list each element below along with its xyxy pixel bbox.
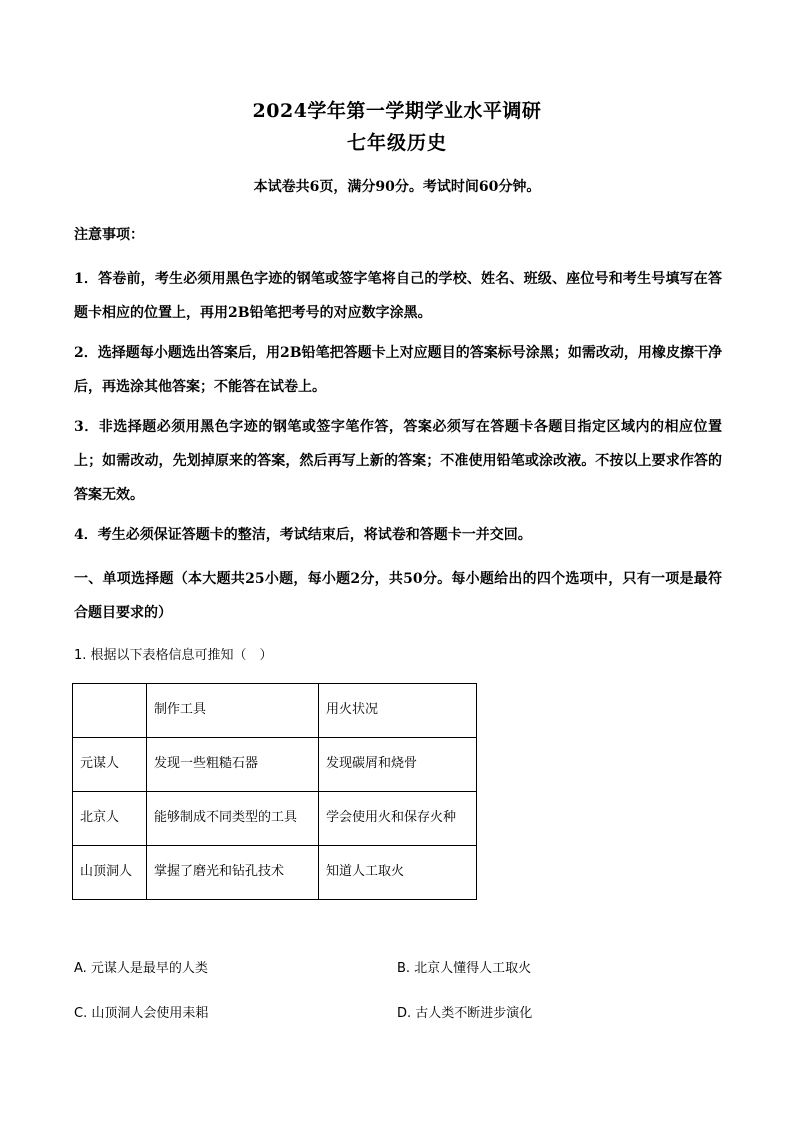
- note-item-1: 1．答卷前，考生必须用黑色字迹的钢笔或签字笔将自己的学校、姓名、班级、座位号和考生号填写在答题卡相应的位置上，再用2B铅笔把考号的对应数字涂黑。: [74, 271, 722, 321]
- table-header-cell: 制作工具: [147, 684, 319, 738]
- option-d: D. 古人类不断进步演化: [397, 1006, 533, 1021]
- option-b: B. 北京人懂得人工取火: [397, 961, 532, 976]
- table-row: [73, 846, 477, 900]
- option-a: A. 元谋人是最早的人类: [74, 961, 208, 976]
- table-cell: 发现一些粗糙石器: [147, 738, 319, 792]
- table-cell: 发现碳屑和烧骨: [319, 738, 477, 792]
- table-cell: 学会使用火和保存火种: [319, 792, 477, 846]
- exam-info: 本试卷共6页，满分90分。考试时间60分钟。: [253, 179, 541, 195]
- note-item-2: 2．选择题每小题选出答案后，用2B铅笔把答题卡上对应题目的答案标号涂黑；如需改动，用橡皮擦干净后，再选涂其他答案；不能答在试卷上。: [74, 345, 722, 395]
- note-item-3: 3．非选择题必须用黑色字迹的钢笔或签字笔作答，答案必须写在答题卡各题目指定区域内的相应位置上；如需改动，先划掉原来的答案，然后再写上新的答案；不准使用铅笔或涂改液。不按以上要求作答的答案无效。: [74, 419, 722, 503]
- table-cell: 能够制成不同类型的工具: [147, 792, 319, 846]
- exam-subtitle: 七年级历史: [346, 132, 447, 154]
- notes-heading: 注意事项：: [74, 227, 144, 243]
- table-cell: 北京人: [73, 792, 147, 846]
- exam-title: 2024学年第一学期学业水平调研: [252, 100, 542, 122]
- table-cell: 元谋人: [73, 738, 147, 792]
- table-row: [73, 792, 477, 846]
- question-1-stem: 1. 根据以下表格信息可推知（ ）: [74, 648, 273, 663]
- table-cell: 掌握了磨光和钻孔技术: [147, 846, 319, 900]
- table-cell: 知道人工取火: [319, 846, 477, 900]
- table-row: [73, 738, 477, 792]
- question-1-table: [72, 683, 477, 900]
- table-header-row: [73, 684, 477, 738]
- table-header-cell: 用火状况: [319, 684, 477, 738]
- option-c: C. 山顶洞人会使用耒耜: [74, 1006, 209, 1021]
- table-header-cell: [73, 684, 147, 738]
- table-cell: 山顶洞人: [73, 846, 147, 900]
- note-item-4: 4．考生必须保证答题卡的整洁，考试结束后，将试卷和答题卡一并交回。: [74, 527, 532, 543]
- section-heading: 一、单项选择题（本大题共25小题，每小题2分，共50分。每小题给出的四个选项中，只有一项是最符合题目要求的）: [74, 571, 722, 621]
